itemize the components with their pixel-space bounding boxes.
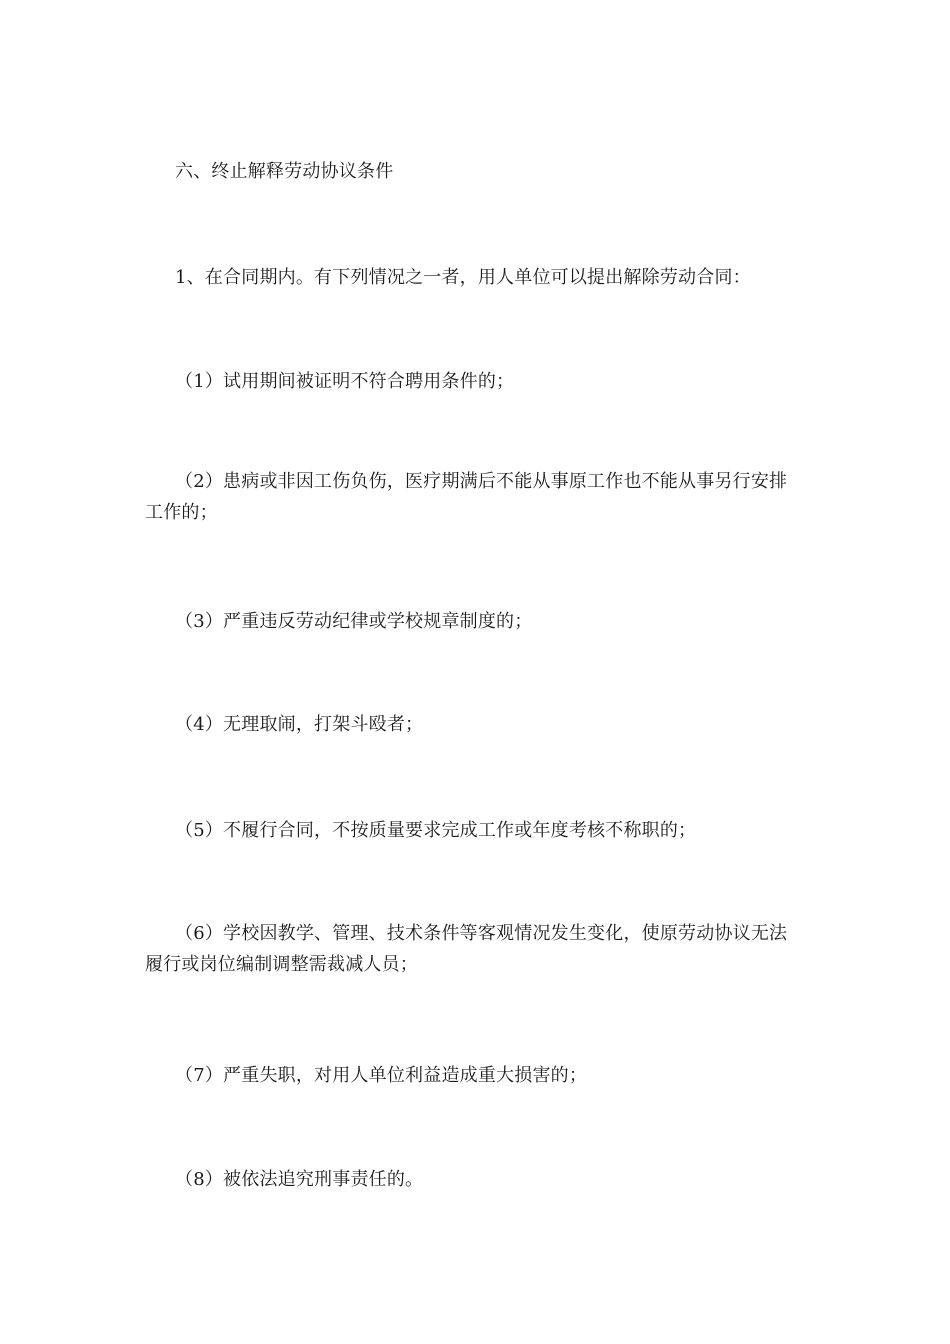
list-item-3: （3）严重违反劳动纪律或学校规章制度的； xyxy=(175,611,533,632)
intro-paragraph: 1、在合同期内。有下列情况之一者，用人单位可以提出解除劳动合同： xyxy=(175,267,751,288)
list-item-2: （2）患病或非因工伤负伤，医疗期满后不能从事原工作也不能从事另行安排工作的； xyxy=(145,471,788,523)
list-item-4: （4）无理取闹，打架斗殴者； xyxy=(175,714,424,735)
list-item-7: （7）严重失职，对用人单位利益造成重大损害的； xyxy=(175,1065,588,1086)
list-item-5: （5）不履行合同，不按质量要求完成工作或年度考核不称职的； xyxy=(175,820,697,841)
section-heading: 六、终止解释劳动协议条件 xyxy=(175,161,394,182)
list-item-1: （1）试用期间被证明不符合聘用条件的； xyxy=(175,371,515,392)
list-item-8: （8）被依法追究刑事责任的。 xyxy=(175,1169,424,1190)
list-item-6: （6）学校因教学、管理、技术条件等客观情况发生变化，使原劳动协议无法履行或岗位编制调整需裁减人员； xyxy=(145,923,788,975)
